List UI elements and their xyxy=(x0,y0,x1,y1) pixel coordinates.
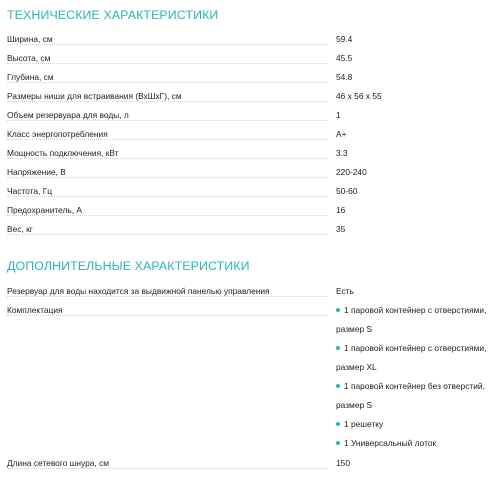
kit-item-continuation xyxy=(336,362,377,373)
spec-label: Длина сетевого шнура, см xyxy=(7,458,110,468)
kit-item-continuation xyxy=(336,324,372,335)
spec-row-power xyxy=(7,148,493,166)
spec-label: Мощность подключения, кВт xyxy=(7,148,119,158)
spec-row-cord-length xyxy=(7,458,493,476)
bullet-icon xyxy=(336,384,340,388)
spec-value: 46 x 56 x 55 xyxy=(336,91,382,101)
kit-item-text: 1 паровой контейнер с отверстиями, xyxy=(344,343,487,353)
kit-item xyxy=(336,305,486,316)
spec-value: A+ xyxy=(336,129,347,139)
bullet-icon xyxy=(336,346,340,350)
kit-item-continuation xyxy=(336,400,372,411)
spec-row-niche-size xyxy=(7,91,493,109)
dotted-leader xyxy=(7,82,327,83)
spec-row-width xyxy=(7,34,493,52)
spec-row-energy-class xyxy=(7,129,493,147)
dotted-leader xyxy=(7,63,327,64)
kit-item xyxy=(336,438,436,449)
spec-value: 16 xyxy=(336,205,346,215)
spec-label: Объем резервуара для воды, л xyxy=(7,110,129,120)
dotted-leader xyxy=(7,196,327,197)
spec-row-weight xyxy=(7,224,493,242)
spec-row-water-tank xyxy=(7,110,493,128)
bullet-icon xyxy=(336,308,340,312)
spec-label: Глубина, см xyxy=(7,72,54,82)
spec-label: Класс энергопотребления xyxy=(7,129,108,139)
kit-item-text: 1 паровой контейнер с отверстиями, xyxy=(344,305,487,315)
spec-value: 50-60 xyxy=(336,186,358,196)
spec-value: 3.3 xyxy=(336,148,348,158)
spec-label: Размеры ниши для встраивания (ВхШхГ), см xyxy=(7,91,182,101)
kit-item xyxy=(336,419,383,430)
spec-label: Высота, см xyxy=(7,53,51,63)
spec-value: 59.4 xyxy=(336,34,353,44)
kit-item xyxy=(336,343,486,354)
spec-label: Напряжение, В xyxy=(7,167,66,177)
dotted-leader xyxy=(7,44,327,45)
spec-row-reservoir xyxy=(7,286,493,304)
kit-item-text: размер S xyxy=(336,324,373,334)
spec-label: Резервуар для воды находится за выдвижной панелью управления xyxy=(7,286,270,296)
spec-value: 45.5 xyxy=(336,53,353,63)
spec-row-fuse xyxy=(7,205,493,223)
kit-item-text: 1 паровой контейнер без отверстий, xyxy=(344,381,485,391)
spec-value: 54.8 xyxy=(336,72,353,82)
kit-item-text: 1 решетку xyxy=(344,419,384,429)
spec-label: Ширина, см xyxy=(7,34,53,44)
technical-specs-heading: ТЕХНИЧЕСКИЕ ХАРАКТЕРИСТИКИ xyxy=(7,8,219,22)
bullet-icon xyxy=(336,441,340,445)
spec-row-voltage xyxy=(7,167,493,185)
dotted-leader xyxy=(7,234,327,235)
spec-value: Есть xyxy=(336,286,354,296)
spec-row-depth xyxy=(7,72,493,90)
spec-row-height xyxy=(7,53,493,71)
additional-specs-heading: ДОПОЛНИТЕЛЬНЫЕ ХАРАКТЕРИСТИКИ xyxy=(7,259,250,273)
spec-label: Комплектация xyxy=(7,305,63,315)
spec-label: Предохранитель, А xyxy=(7,205,83,215)
spec-row-frequency xyxy=(7,186,493,204)
spec-value: 220-240 xyxy=(336,167,367,177)
kit-item-text: размер S xyxy=(336,400,373,410)
spec-label: Частота, Гц xyxy=(7,186,53,196)
bullet-icon xyxy=(336,422,340,426)
kit-item-text: 1 Универсальный лоток xyxy=(344,438,437,448)
kit-item-text: размер XL xyxy=(336,362,377,372)
kit-item xyxy=(336,381,485,392)
spec-label: Вес, кг xyxy=(7,224,33,234)
spec-value: 35 xyxy=(336,224,346,234)
spec-value: 1 xyxy=(336,110,341,120)
spec-value: 150 xyxy=(336,458,350,468)
